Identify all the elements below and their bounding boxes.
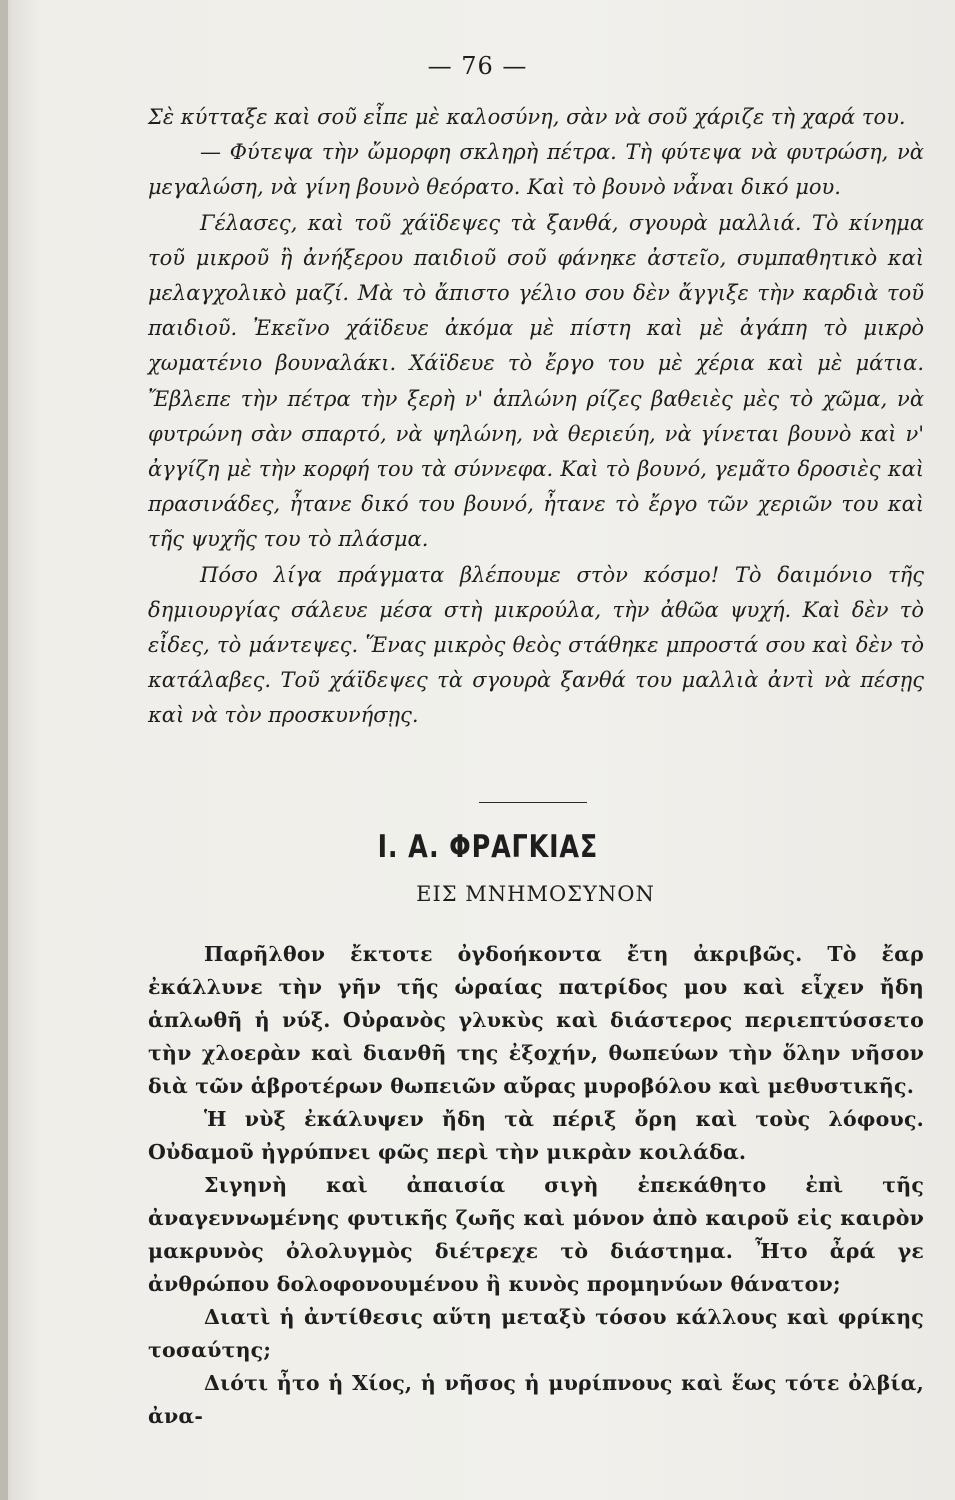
essay-paragraph: Διατὶ ἡ ἀντίθεσις αὕτη μεταξὺ τόσου κάλλους καὶ φρίκης τοσαύτης; xyxy=(148,1305,924,1362)
essay-paragraph: Ἡ νὺξ ἐκάλυψεν ἤδη τὰ πέριξ ὄρη καὶ τοὺς λόφους. Οὐδαμοῦ ἠγρύπνει φῶς περὶ τὴν μικρὰν κοιλάδα. xyxy=(148,1107,924,1164)
story-paragraph: Σὲ κύτταξε καὶ σοῦ εἶπε μὲ καλοσύνη, σὰν νὰ σοῦ χάριζε τὴ χαρά του. xyxy=(148,105,906,129)
essay-paragraph: Παρῆλθον ἔκτοτε ὀγδοήκοντα ἔτη ἀκριβῶς. Τὸ ἔαρ ἐκάλλυνε τὴν γῆν τῆς ὡραίας πατρίδος μου καὶ εἶχεν ἤδη ἁπλωθῆ ἡ νύξ. Οὐρανὸς γλυκὺς καὶ διάστερος περιεπτύσσετο τὴν χλοερὰν καὶ διανθῆ της ἐξοχήν, θωπεύων τὴν ὅλην νῆσον διὰ τῶν ἁβροτέρων θωπειῶν αὔρας μυροβόλου καὶ μεθυστικῆς. xyxy=(148,942,924,1098)
section-divider xyxy=(479,802,587,803)
essay-paragraph: Σιγηνὴ καὶ ἀπαισία σιγὴ ἐπεκάθητο ἐπὶ τῆς ἀναγεννωμένης φυτικῆς ζωῆς καὶ μόνον ἀπὸ καιροῦ εἰς καιρὸν μακρυνὸς ὀλολυγμὸς διέτρεχε τὸ διάστημα. Ἦτο ἆρά γε ἀνθρώπου δολοφονουμένου ἢ κυνὸς προμηνύων θάνατον; xyxy=(148,1173,924,1296)
story-paragraph: Γέλασες, καὶ τοῦ χάϊδεψες τὰ ξανθά, σγουρὰ μαλλιά. Τὸ κίνημα τοῦ μικροῦ ἢ ἀνήξερου παιδιοῦ σοῦ φάνηκε ἀστεῖο, συμπαθητικὸ καὶ μελαγχολικὸ μαζί. Μὰ τὸ ἄπιστο γέλιο σου δὲν ἄγγιξε τὴν καρδιὰ τοῦ παιδιοῦ. Ἐκεῖνο χάϊδευε ἀκόμα μὲ πίστη καὶ μὲ ἀγάπη τὸ μικρὸ χωματένιο βουναλάκι. Χάϊδευε τὸ ἔργο του μὲ χέρια καὶ μὲ μάτια. Ἔβλεπε τὴν πέτρα τὴν ξερὴ ν' ἁπλώνη ρίζες βαθειὲς μὲς τὸ χῶμα, νὰ φυτρώνη σὰν σπαρτό, νὰ ψηλώνη, νὰ θεριεύη, νὰ γίνεται βουνὸ καὶ ν' ἀγγίζη μὲ τὴν κορφή του τὰ σύννεφα. Καὶ τὸ βουνό, γεμᾶτο δροσιὲς καὶ πρασινάδες, ἦτανε δικό του βουνό, ἦτανε τὸ ἔργο τῶν χεριῶν του καὶ τῆς ψυχῆς του τὸ πλάσμα. xyxy=(148,210,924,552)
page-spine-shadow xyxy=(0,0,8,1500)
page-number: — 76 — xyxy=(427,52,528,80)
essay-paragraph: Διότι ἦτο ἡ Χίος, ἡ νῆσος ἡ μυρίπνους καὶ ἕως τότε ὀλβία, ἀνα- xyxy=(148,1371,924,1428)
story-paragraph: Πόσο λίγα πράγματα βλέπουμε στὸν κόσμο! Τὸ δαιμόνιο τῆς δημιουργίας σάλευε μέσα στὴ μικρούλα, τὴν ἀθῶα ψυχή. Καὶ δὲν τὸ εἶδες, τὸ μάντεψες. Ἕνας μικρὸς θεὸς στάθηκε μπροστά σου καὶ δὲν τὸ κατάλαβες. Τοῦ χάϊδεψες τὰ σγουρὰ ξανθά του μαλλιὰ ἀντὶ νὰ πέσῃς καὶ νὰ τὸν προσκυνήσῃς. xyxy=(148,562,924,728)
essay-text-block xyxy=(148,938,924,1433)
section-subtitle: ΕΙΣ ΜΝΗΜΟΣΥΝΟΝ xyxy=(416,882,655,906)
story-text-block xyxy=(148,100,924,734)
author-heading: I. A. ΦΡΑΓΚΙΑΣ xyxy=(377,829,599,865)
story-paragraph: — Φύτεψα τὴν ὤμορφη σκληρὴ πέτρα. Τὴ φύτεψα νὰ φυτρώση, νὰ μεγαλώση, νὰ γίνη βουνὸ θεόρατο. Καὶ τὸ βουνὸ νἆναι δικό μου. xyxy=(148,140,924,200)
